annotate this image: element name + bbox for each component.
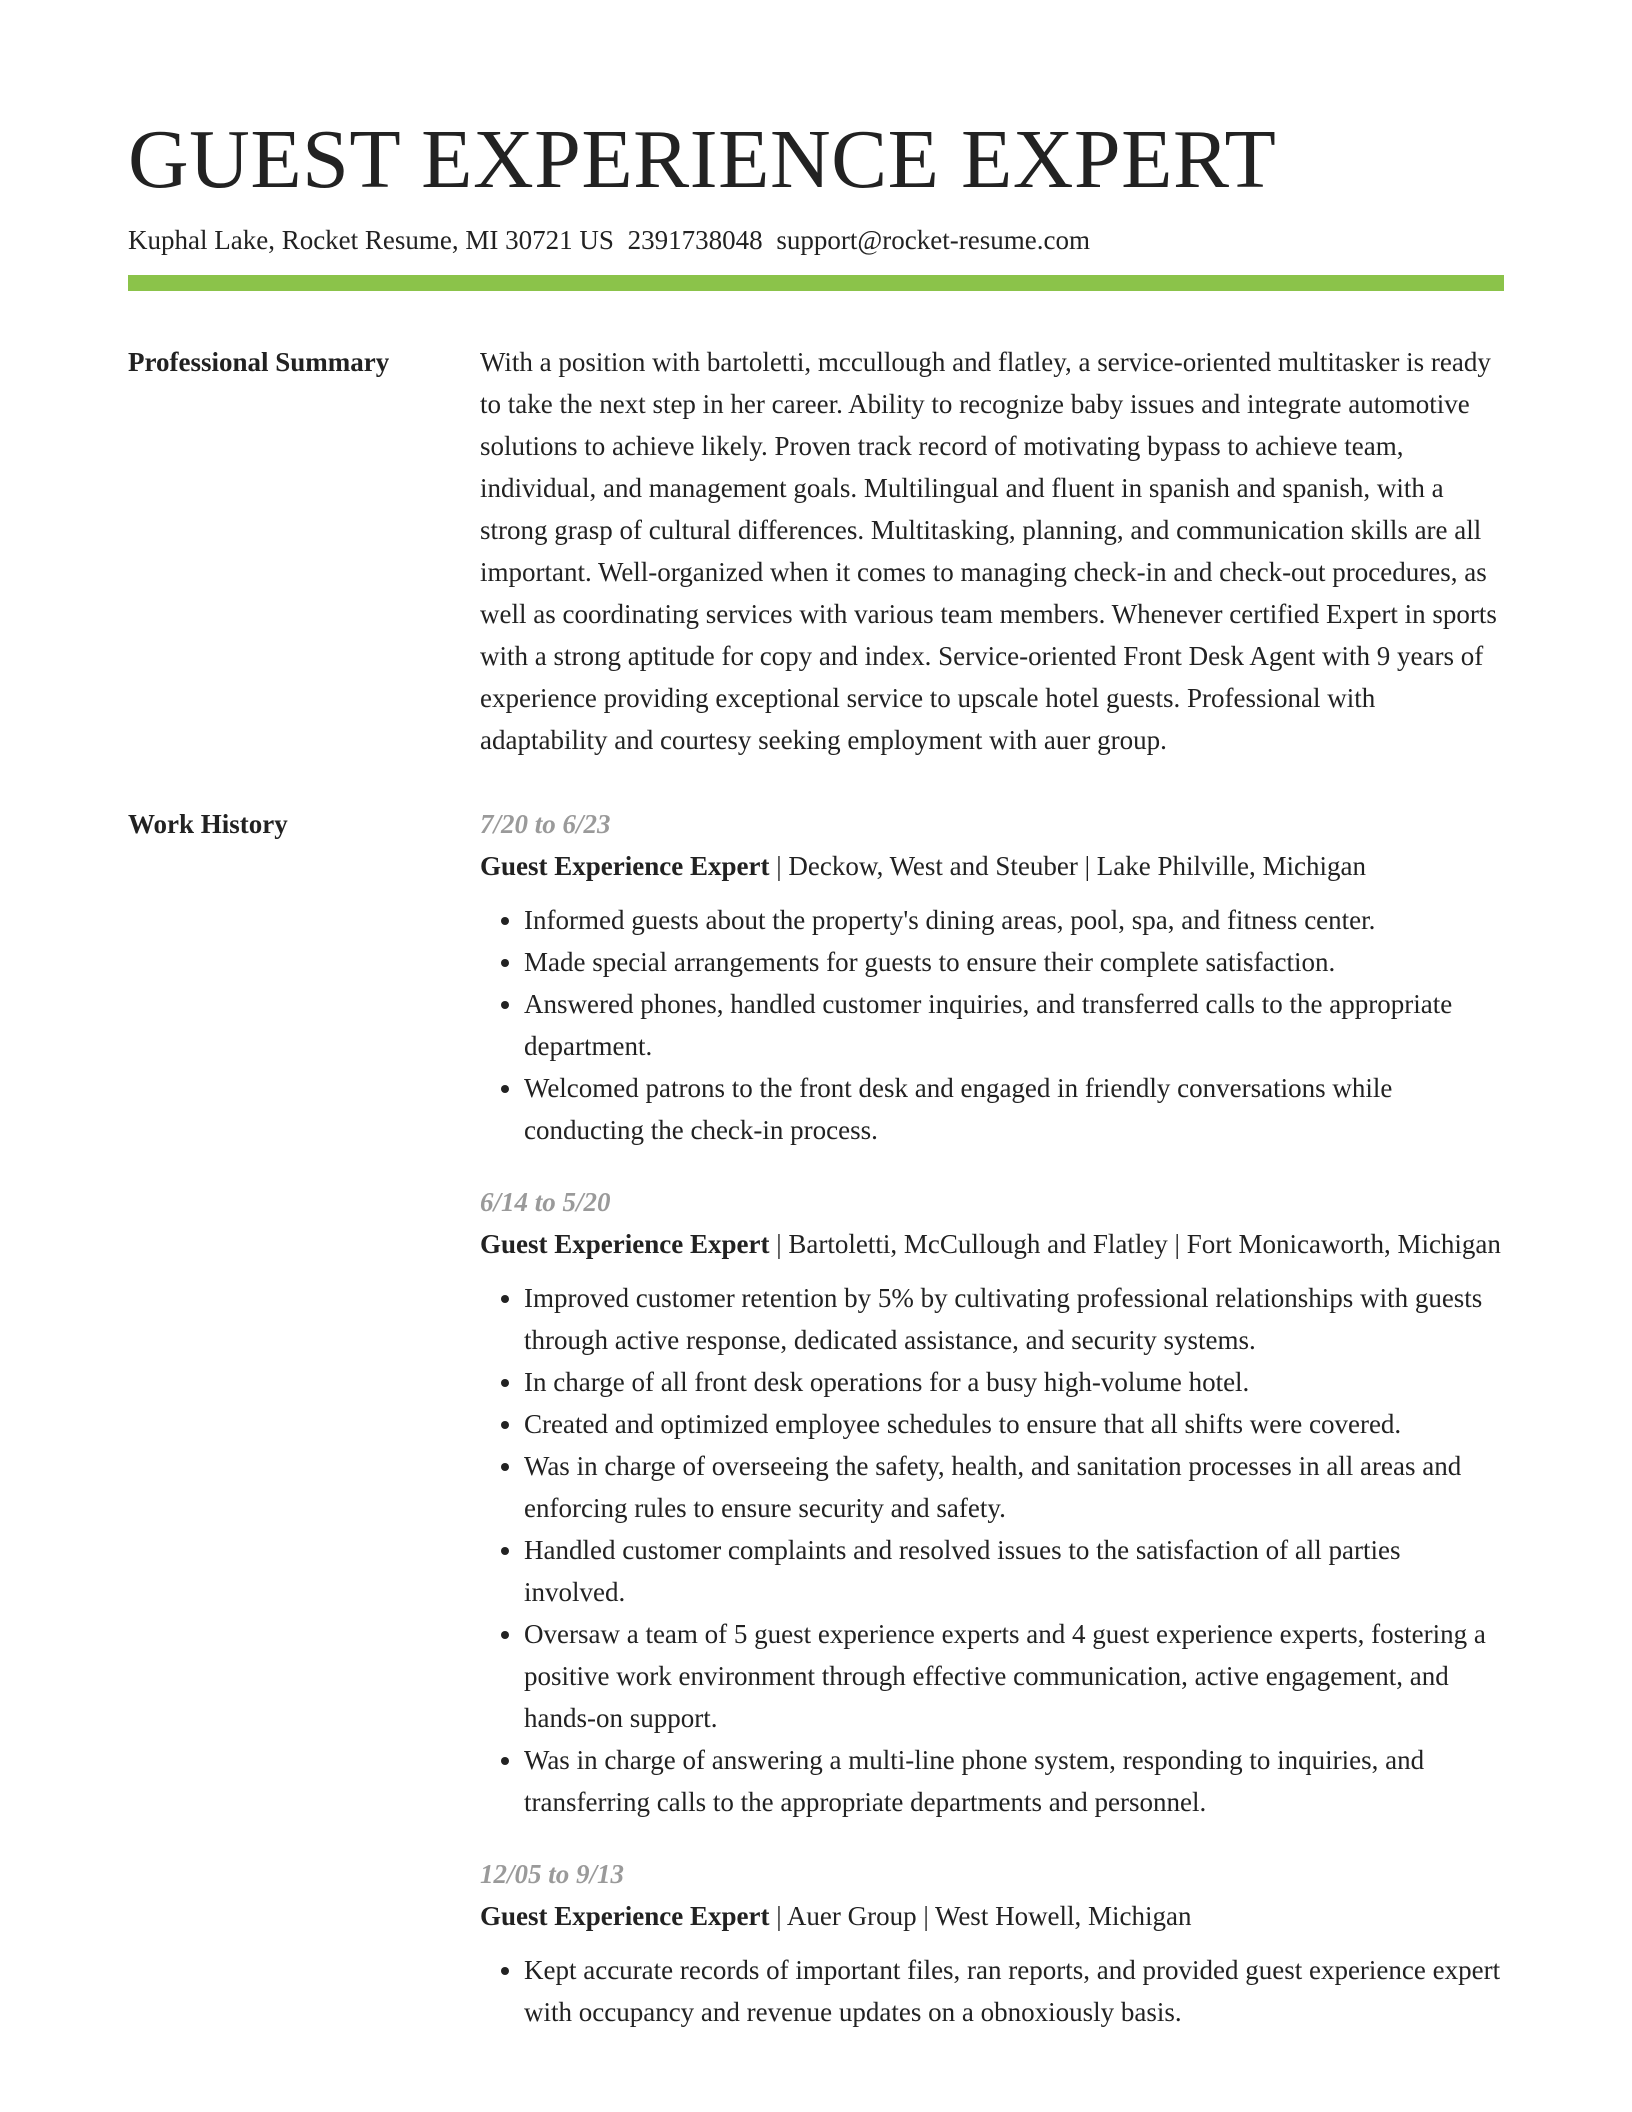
job-entry [480,1181,1504,1823]
job-dates: 12/05 to 9/13 [480,1859,625,1890]
job-employer-location: | Bartoletti, McCullough and Flatley | Fort Monicaworth, Michigan [769,1229,1501,1260]
job-title: Guest Experience Expert [480,851,770,882]
job-bullet-item: • Created and optimized employee schedules to ensure that all shifts were covered. [524,1403,1504,1445]
job-title: Guest Experience Expert [480,1901,770,1932]
work-history-section [128,803,1504,2033]
candidate-name: GUEST EXPERIENCE EXPERT [128,113,1277,206]
job-bullet-item: • Was in charge of overseeing the safety, health, and sanitation processes in all areas and enforcing rules to ensure security and safety. [524,1445,1504,1529]
summary-body [480,341,1504,761]
job-bullet-item: • Welcomed patrons to the front desk and engaged in friendly conversations while conducting the check-in process. [524,1067,1504,1151]
professional-summary-section [128,341,1504,761]
job-bullet-list [480,899,1504,1151]
job-bullet-item: • In charge of all front desk operations for a busy high-volume hotel. [524,1361,1504,1403]
job-bullet-item: • Handled customer complaints and resolved issues to the satisfaction of all parties involved. [524,1529,1504,1613]
job-bullet-item: • Made special arrangements for guests to ensure their complete satisfaction. [524,941,1504,983]
contact-line [128,224,1504,256]
job-title-line [480,1223,1504,1265]
job-entry [480,1853,1504,2033]
job-entry [480,803,1504,1151]
contact-phone: 2391738048 [627,225,763,255]
contact-address: Kuphal Lake, Rocket Resume, MI 30721 US [128,225,614,255]
job-bullet-item: • Informed guests about the property's dining areas, pool, spa, and fitness center. [524,899,1504,941]
job-dates: 6/14 to 5/20 [480,1187,611,1218]
work-history-body [480,803,1504,2033]
job-bullet-list [480,1277,1504,1823]
job-title: Guest Experience Expert [480,1229,770,1260]
job-bullet-item: • Was in charge of answering a multi-line phone system, responding to inquiries, and transferring calls to the appropriate departments and personnel. [524,1739,1504,1823]
job-bullet-item: • Kept accurate records of important files, ran reports, and provided guest experience expert with occupancy and revenue updates on a obnoxiously basis. [524,1949,1504,2033]
job-employer-location: | Deckow, West and Steuber | Lake Philville, Michigan [769,851,1366,882]
summary-text: With a position with bartoletti, mccullough and flatley, a service-oriented multitasker is ready to take the next step in her career. Ability to recognize baby issues and integrate automotive solutions to achieve likely. Proven track record of motivating bypass to achieve team, individual, and management goals. Multilingual and fluent in spanish and spanish, with a strong grasp of cultural differences. Multitasking, planning, and communication skills are all important. Well-organized when it comes to managing check-in and check-out procedures, as well as coordinating services with various team members. Whenever certified Expert in sports with a strong aptitude for copy and index. Service-oriented Front Desk Agent with 9 years of experience providing exceptional service to upscale hotel guests. Professional with adaptability and courtesy seeking employment with auer group. [480,347,1497,756]
accent-divider [128,275,1504,291]
job-bullet-list [480,1949,1504,2033]
job-bullet-item: • Answered phones, handled customer inquiries, and transferred calls to the appropriate department. [524,983,1504,1067]
job-employer-location: | Auer Group | West Howell, Michigan [769,1901,1192,1932]
job-bullet-item: • Improved customer retention by 5% by cultivating professional relationships with guests through active response, dedicated assistance, and security systems. [524,1277,1504,1361]
job-dates: 7/20 to 6/23 [480,809,611,840]
job-bullet-item: • Oversaw a team of 5 guest experience experts and 4 guest experience experts, fostering a positive work environment through effective communication, active engagement, and hands-on support. [524,1613,1504,1739]
section-label-work-history: Work History [128,809,288,840]
job-title-line [480,1895,1504,1937]
section-label-professional-summary: Professional Summary [128,347,390,378]
contact-email[interactable]: support@rocket-resume.com [776,225,1090,255]
job-title-line [480,845,1504,887]
